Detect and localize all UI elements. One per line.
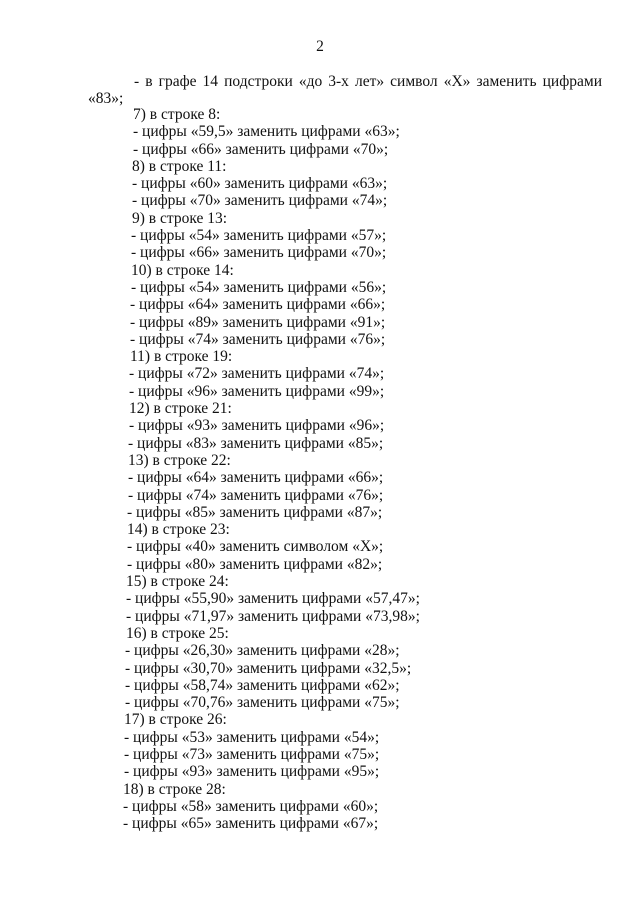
list-item-text: - цифры «66» заменить цифрами «70»;	[131, 244, 387, 262]
section-heading	[0, 625, 640, 642]
list-item-text: - цифры «89» заменить цифрами «91»;	[130, 313, 386, 331]
section-heading-text: 8) в строке 11:	[132, 157, 227, 175]
list-item	[0, 244, 640, 261]
list-item-text: - цифры «70,76» заменить цифрами «75»;	[125, 694, 400, 712]
section-heading	[0, 210, 640, 227]
list-item-text: - цифры «26,30» заменить цифрами «28»;	[125, 642, 400, 660]
list-item-text: - цифры «93» заменить цифрами «96»;	[129, 417, 385, 435]
page-number: 2	[316, 38, 324, 55]
section-heading	[0, 158, 640, 175]
list-item	[0, 383, 640, 400]
section-heading-text: 10) в строке 14:	[131, 261, 234, 279]
list-item	[0, 538, 640, 555]
list-item-text: - цифры «66» заменить цифрами «70»;	[133, 140, 389, 158]
section-heading	[0, 106, 640, 123]
list-item	[0, 365, 640, 382]
list-item	[0, 590, 640, 607]
list-item-text: - цифры «54» заменить цифрами «56»;	[131, 278, 387, 296]
list-item-text: - цифры «74» заменить цифрами «76»;	[128, 486, 384, 504]
list-item	[0, 763, 640, 780]
list-item-text: - цифры «71,97» заменить цифрами «73,98»;	[126, 607, 420, 625]
section-heading	[0, 262, 640, 279]
list-item	[0, 175, 640, 192]
list-item-text: - цифры «85» заменить цифрами «87»;	[127, 503, 383, 521]
list-item-text: - цифры «40» заменить символом «Х»;	[127, 538, 384, 556]
list-item	[0, 469, 640, 486]
list-item	[0, 123, 640, 140]
list-item	[0, 279, 640, 296]
section-heading-text: 15) в строке 24:	[126, 573, 229, 591]
section-heading	[0, 711, 640, 728]
intro-continuation: «83»;	[88, 90, 124, 107]
list-item	[0, 296, 640, 313]
list-item	[0, 314, 640, 331]
section-heading	[0, 521, 640, 538]
list-item-text: - цифры «73» заменить цифрами «75»;	[124, 745, 380, 763]
list-item-text: - цифры «80» заменить цифрами «82»;	[127, 555, 383, 573]
list-item-text: - цифры «65» заменить цифрами «67»;	[123, 815, 379, 833]
list-item-text: - цифры «74» заменить цифрами «76»;	[130, 330, 386, 348]
list-item	[0, 227, 640, 244]
section-heading-text: 12) в строке 21:	[129, 400, 232, 418]
list-item-text: - цифры «59,5» заменить цифрами «63»;	[133, 123, 400, 141]
section-heading-text: 11) в строке 19:	[130, 348, 233, 366]
list-item	[0, 798, 640, 815]
section-heading-text: 7) в строке 8:	[133, 106, 221, 123]
list-item	[0, 746, 640, 763]
list-item-text: - цифры «60» заменить цифрами «63»;	[132, 175, 388, 193]
list-item	[0, 815, 640, 832]
list-item-text: - цифры «96» заменить цифрами «99»;	[129, 382, 385, 400]
list-item	[0, 192, 640, 209]
section-heading-text: 9) в строке 13:	[132, 209, 228, 227]
list-item-text: - цифры «64» заменить цифрами «66»;	[130, 296, 386, 314]
list-item-text: - цифры «30,70» заменить цифрами «32,5»;	[125, 659, 412, 677]
list-item	[0, 694, 640, 711]
list-item-text: - цифры «54» заменить цифрами «57»;	[131, 227, 387, 245]
list-item-text: - цифры «58,74» заменить цифрами «62»;	[125, 676, 400, 694]
section-heading-text: 14) в строке 23:	[127, 521, 230, 539]
list-item	[0, 417, 640, 434]
section-heading	[0, 400, 640, 417]
intro-paragraph	[88, 73, 602, 107]
amendment-list	[0, 106, 640, 832]
list-item	[0, 504, 640, 521]
intro-first-line: - в графе 14 подстроки «до 3-х лет» символ «Х» заменить цифрами	[134, 73, 602, 90]
list-item	[0, 729, 640, 746]
list-item	[0, 608, 640, 625]
list-item-text: - цифры «72» заменить цифрами «74»;	[129, 365, 385, 383]
list-item	[0, 642, 640, 659]
list-item-text: - цифры «83» заменить цифрами «85»;	[128, 434, 384, 452]
list-item	[0, 435, 640, 452]
list-item	[0, 487, 640, 504]
list-item-text: - цифры «53» заменить цифрами «54»;	[124, 728, 380, 746]
section-heading-text: 13) в строке 22:	[128, 451, 231, 469]
list-item	[0, 331, 640, 348]
list-item-text: - цифры «70» заменить цифрами «74»;	[132, 192, 388, 210]
list-item-text: - цифры «93» заменить цифрами «95»;	[124, 763, 380, 781]
list-item	[0, 556, 640, 573]
list-item-text: - цифры «55,90» заменить цифрами «57,47»;	[126, 590, 420, 608]
section-heading-text: 17) в строке 26:	[124, 711, 227, 729]
section-heading	[0, 781, 640, 798]
section-heading-text: 16) в строке 25:	[126, 624, 229, 642]
list-item-text: - цифры «58» заменить цифрами «60»;	[123, 797, 379, 815]
section-heading	[0, 348, 640, 365]
section-heading	[0, 573, 640, 590]
list-item-text: - цифры «64» заменить цифрами «66»;	[128, 469, 384, 487]
section-heading	[0, 452, 640, 469]
list-item	[0, 677, 640, 694]
section-heading-text: 18) в строке 28:	[123, 780, 226, 798]
list-item	[0, 660, 640, 677]
list-item	[0, 141, 640, 158]
